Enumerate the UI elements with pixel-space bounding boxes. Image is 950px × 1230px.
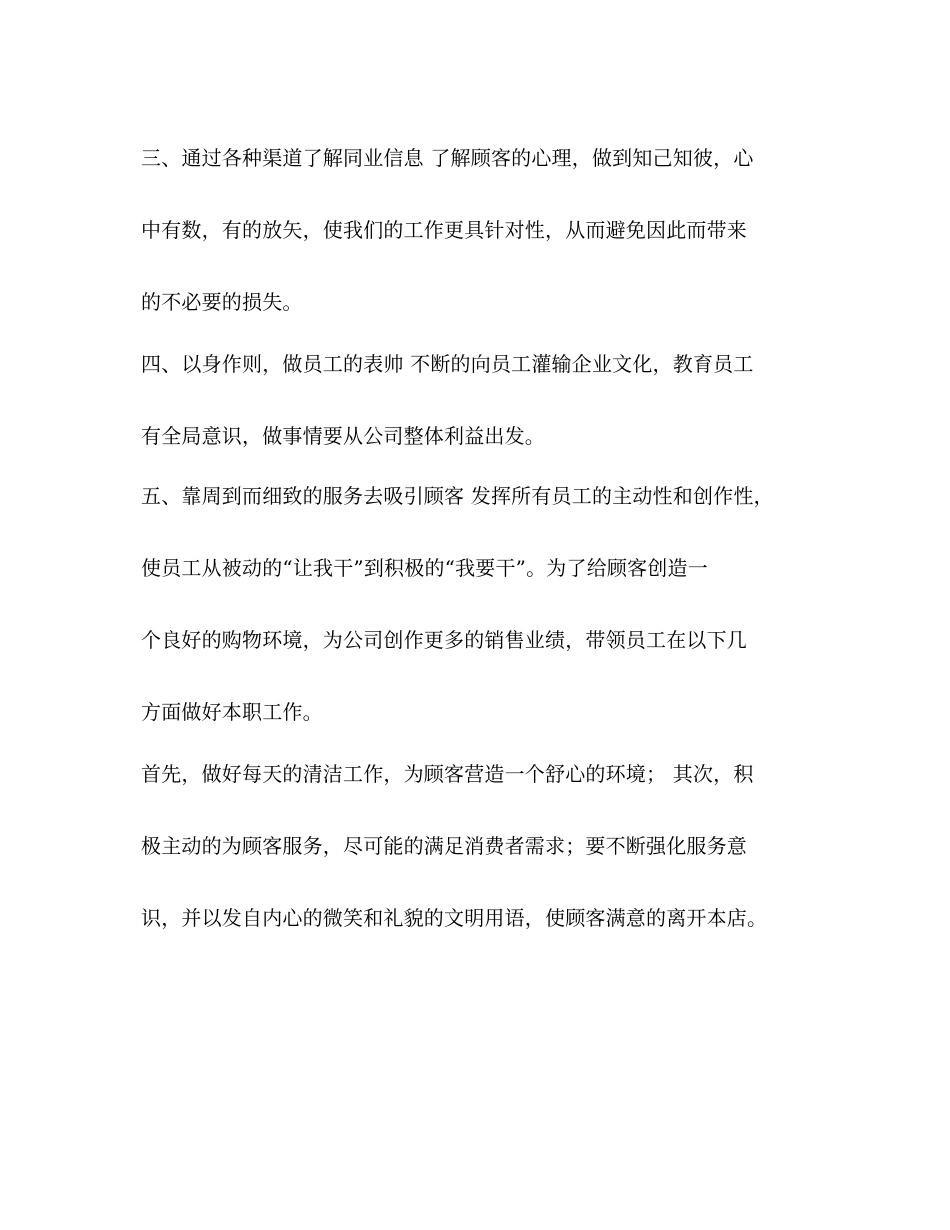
text-line: 四、以身作则，做员工的表帅 不断的向员工灌输企业文化，教育员工 xyxy=(141,352,754,376)
text-line: 使员工从被动的“让我干”到积极的“我要干”。为了给顾客创造一 xyxy=(141,556,708,580)
text-line: 三、通过各种渠道了解同业信息 了解顾客的心理，做到知己知彼，心 xyxy=(141,146,754,170)
text-line: 有全局意识，做事情要从公司整体利益出发。 xyxy=(141,424,545,448)
text-line: 的不必要的损失。 xyxy=(141,290,303,314)
text-line: 中有数，有的放矢，使我们的工作更具针对性，从而避免因此而带来 xyxy=(141,218,747,242)
text-line: 个良好的购物环境，为公司创作更多的销售业绩，带领员工在以下几 xyxy=(141,628,747,652)
text-line: 极主动的为顾客服务，尽可能的满足消费者需求；要不断强化服务意 xyxy=(141,834,747,858)
text-line: 识，并以发自内心的微笑和礼貌的文明用语，使顾客满意的离开本店。 xyxy=(141,906,768,930)
text-line: 五、靠周到而细致的服务去吸引顾客 发挥所有员工的主动性和创作性， xyxy=(141,484,774,508)
text-line: 首先，做好每天的清洁工作，为顾客营造一个舒心的环境； 其次，积 xyxy=(141,762,754,786)
text-line: 方面做好本职工作。 xyxy=(141,700,323,724)
